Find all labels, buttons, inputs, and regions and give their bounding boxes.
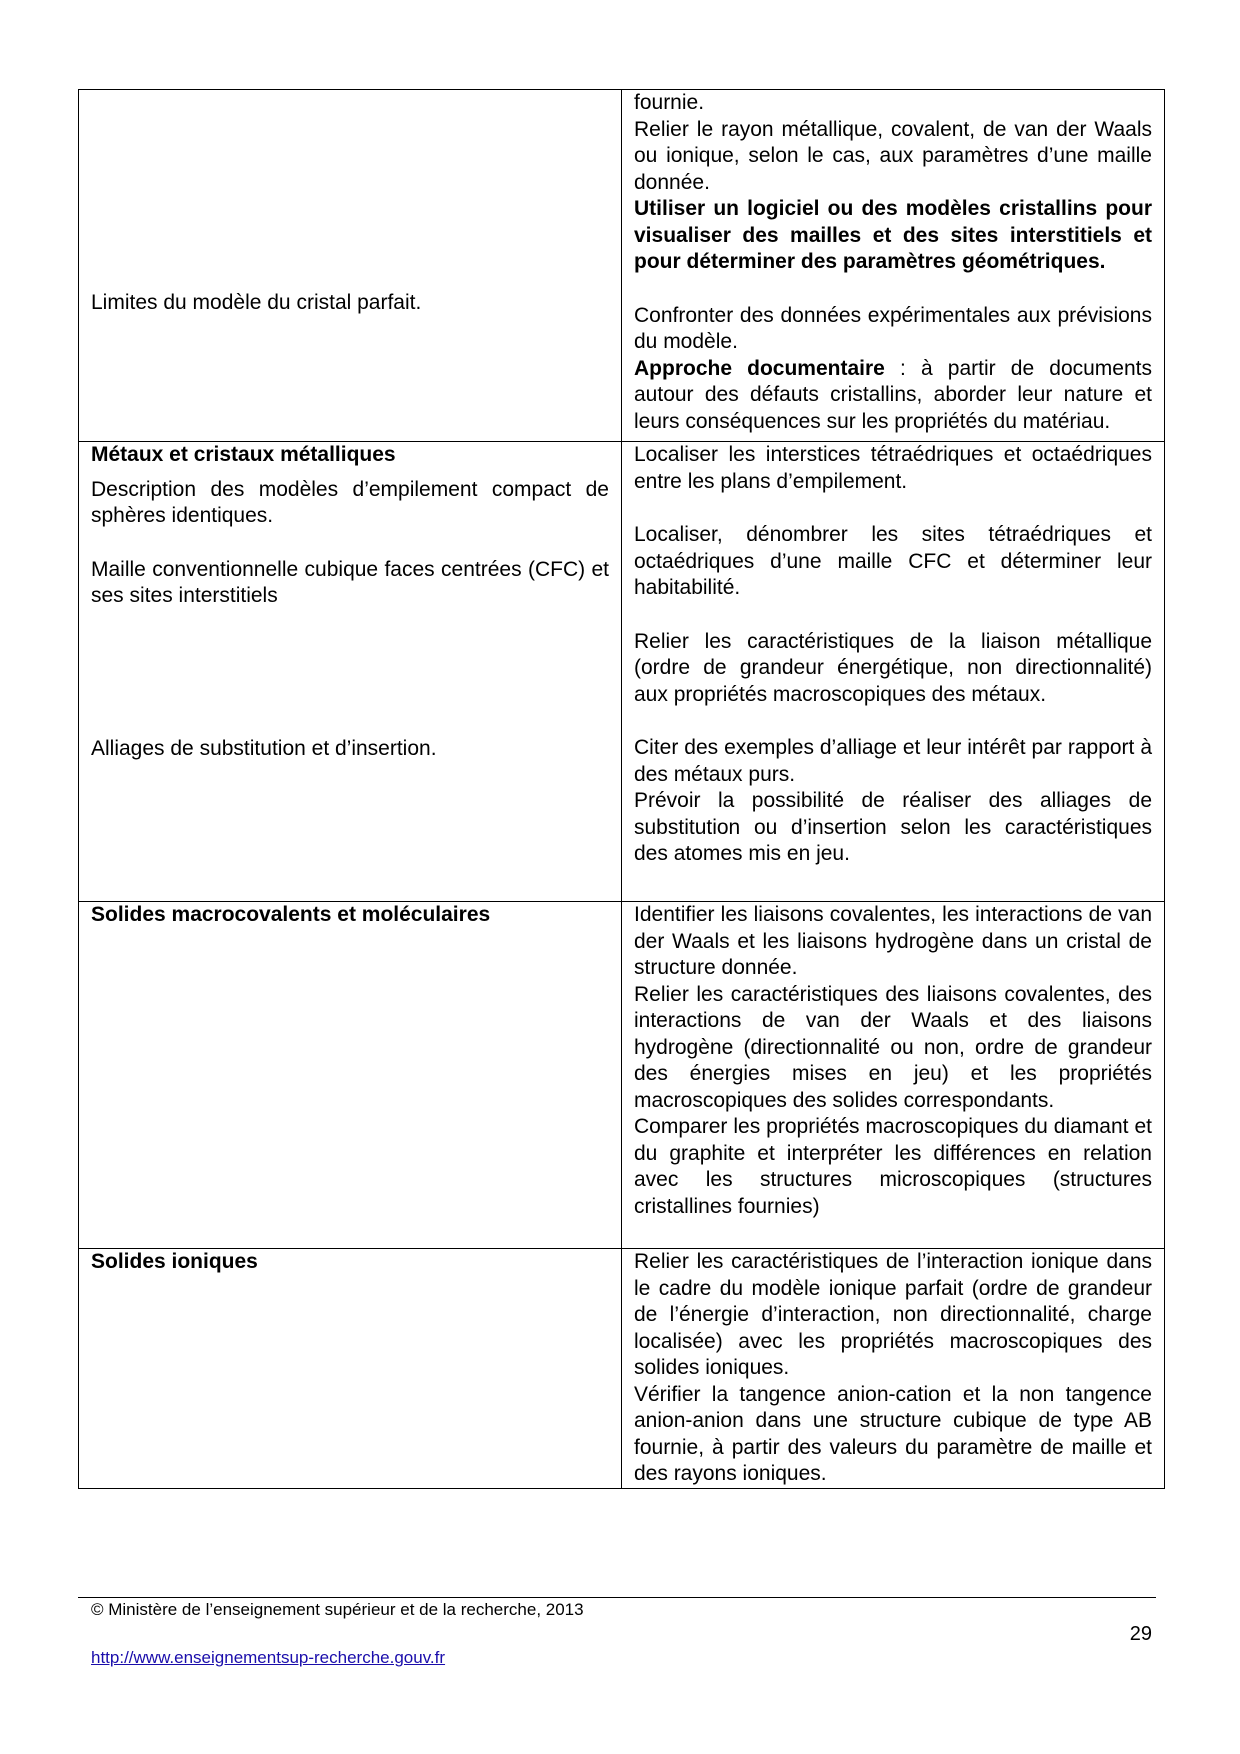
table-cell-left — [79, 442, 622, 902]
program-table — [78, 89, 1165, 1489]
footer-copyright: © Ministère de l’enseignement supérieur et de la recherche, 2013 — [91, 1600, 584, 1619]
cell-text: Localiser les interstices tétraédriques et octaédriques entre les plans d’empilement. — [634, 443, 1152, 493]
cell-text: Relier les caractéristiques de la liaison métallique (ordre de grandeur énergétique, non directionnalité) aux propriétés macroscopiques des métaux. — [634, 629, 1152, 706]
cell-text: fournie. — [634, 91, 705, 114]
cell-text-continuation: : à partir de documents autour des défauts cristallins, aborder leur nature et leurs conséquences sur les propriétés du matériau. — [634, 356, 1152, 433]
cell-text: Maille conventionnelle cubique faces centrées (CFC) et ses sites interstitiels — [91, 557, 609, 607]
table-cell-right — [622, 90, 1165, 442]
cell-text: Localiser, dénombrer les sites tétraédriques et octaédriques d’une maille CFC et déterminer leur habitabilité. — [634, 523, 1152, 599]
table-cell-right — [622, 1249, 1165, 1489]
table-cell-left — [79, 90, 622, 442]
cell-text: Citer des exemples d’alliage et leur intérêt par rapport à des métaux purs. — [634, 736, 1152, 786]
section-heading: Solides macrocovalents et moléculaires — [91, 903, 491, 926]
cell-text: Vérifier la tangence anion-cation et la non tangence anion-anion dans une structure cubique de type AB fournie, à partir des valeurs du paramètre de maille et des rayons ioniques. — [634, 1382, 1152, 1485]
table-row — [79, 902, 1165, 1249]
footer-link[interactable]: http://www.enseignementsup-recherche.gouv.fr — [91, 1648, 446, 1667]
page-number: 29 — [1129, 1623, 1152, 1645]
cell-text: Relier les caractéristiques des liaisons covalentes, des interactions de van der Waals et des liaisons hydrogène (directionnalité ou non, ordre de grandeur des énergies mises en jeu) et les propriétés macroscopiques des solides correspondants. — [634, 982, 1152, 1112]
footer-divider — [78, 1597, 1156, 1598]
cell-text: Alliages de substitution et d’insertion. — [91, 736, 437, 760]
section-heading: Solides ioniques — [91, 1250, 258, 1273]
bold-lead: Approche documentaire — [634, 356, 885, 380]
table-cell-left — [79, 902, 622, 1249]
table-row — [79, 442, 1165, 902]
cell-text — [634, 356, 1152, 436]
cell-text: Limites du modèle du cristal parfait. — [91, 291, 422, 314]
table-row — [79, 90, 1165, 442]
cell-text-bold: Utiliser un logiciel ou des modèles cristallins pour visualiser des mailles et des sites interstitiels et pour déterminer des paramètres géométriques. — [634, 197, 1152, 273]
cell-text: Confronter des données expérimentales aux prévisions du modèle. — [634, 303, 1152, 353]
cell-text: Relier les caractéristiques de l’interaction ionique dans le cadre du modèle ionique parfait (ordre de grandeur de l’énergie d’interaction, non directionnalité, charge localisée) avec les propriétés macroscopiques des solides ioniques. — [634, 1250, 1152, 1379]
cell-text: Identifier les liaisons covalentes, les interactions de van der Waals et les liaisons hydrogène dans un cristal de structure donnée. — [634, 903, 1152, 979]
cell-text: Relier le rayon métallique, covalent, de van der Waals ou ionique, selon le cas, aux paramètres d’une maille donnée. — [634, 117, 1152, 194]
cell-text: Description des modèles d’empilement compact de sphères identiques. — [91, 477, 609, 527]
table-cell-right — [622, 902, 1165, 1249]
table-cell-right — [622, 442, 1165, 902]
table-row — [79, 1249, 1165, 1489]
cell-text: Comparer les propriétés macroscopiques du diamant et du graphite et interpréter les différences en relation avec les structures microscopiques (structures cristallines fournies) — [634, 1115, 1152, 1218]
section-heading: Métaux et cristaux métalliques — [91, 443, 396, 466]
cell-text: Prévoir la possibilité de réaliser des alliages de substitution ou d’insertion selon les caractéristiques des atomes mis en jeu. — [634, 789, 1152, 865]
table-cell-left — [79, 1249, 622, 1489]
